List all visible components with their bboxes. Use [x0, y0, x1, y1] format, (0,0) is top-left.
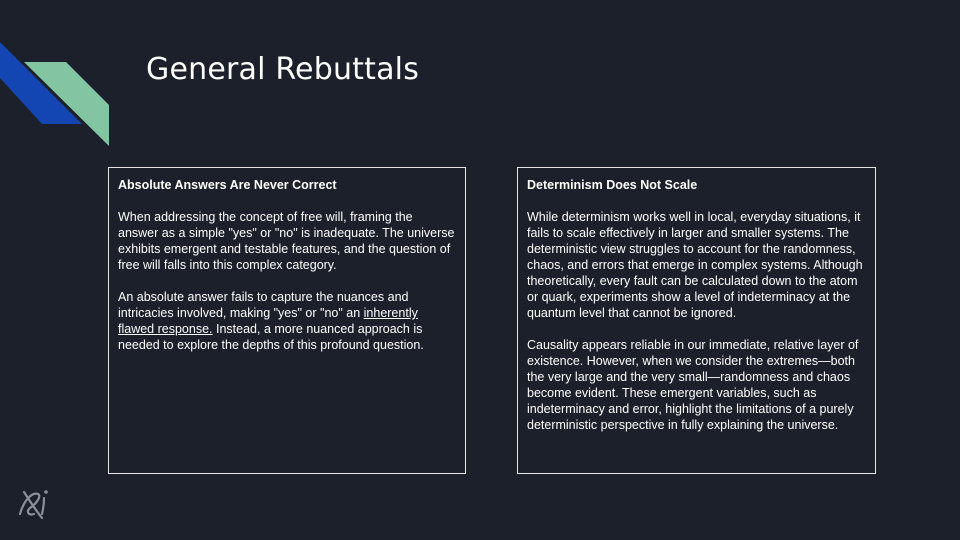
determinism-heading: Determinism Does Not Scale	[527, 178, 698, 192]
absolute-answers-card	[108, 167, 466, 474]
corner-chevron-decoration-icon	[0, 0, 120, 160]
absolute-answers-paragraph-2-end: Instead, a more nuanced approach is needed to explore the depths of this profound question.	[118, 322, 424, 352]
determinism-paragraph-1: While determinism works well in local, everyday situations, it fails to scale effectively in larger and smaller systems. The deterministic view struggles to account for the randomness, chaos, and errors that emerge in complex systems. Although theoretically, every fault can be calculated down to the atom or quark, experiments show a level of indeterminacy at the quantum level that cannot be ignored.	[527, 210, 863, 320]
inherently-flawed-link[interactable]: inherently flawed response.	[118, 306, 418, 336]
signature-logo-icon	[14, 484, 54, 524]
absolute-answers-paragraph-2-start: An absolute answer fails to capture the nuances and intricacies involved, making "yes" or "no" an	[118, 290, 409, 320]
absolute-answers-paragraph-2	[118, 289, 456, 353]
absolute-answers-heading: Absolute Answers Are Never Correct	[118, 178, 337, 192]
absolute-answers-paragraph-1: When addressing the concept of free will, framing the answer as a simple "yes" or "no" is inadequate. The universe exhibits emergent and testable features, and the question of free will falls into this complex category.	[118, 210, 455, 272]
determinism-paragraph-2: Causality appears reliable in our immediate, relative layer of existence. However, when we consider the extremes—both the very large and the very small—randomness and chaos become evident. These emergent variables, such as indeterminacy and error, highlight the limitations of a purely deterministic perspective in fully explaining the universe.	[527, 338, 859, 432]
page-title: General Rebuttals	[146, 52, 420, 87]
determinism-card	[517, 167, 876, 474]
